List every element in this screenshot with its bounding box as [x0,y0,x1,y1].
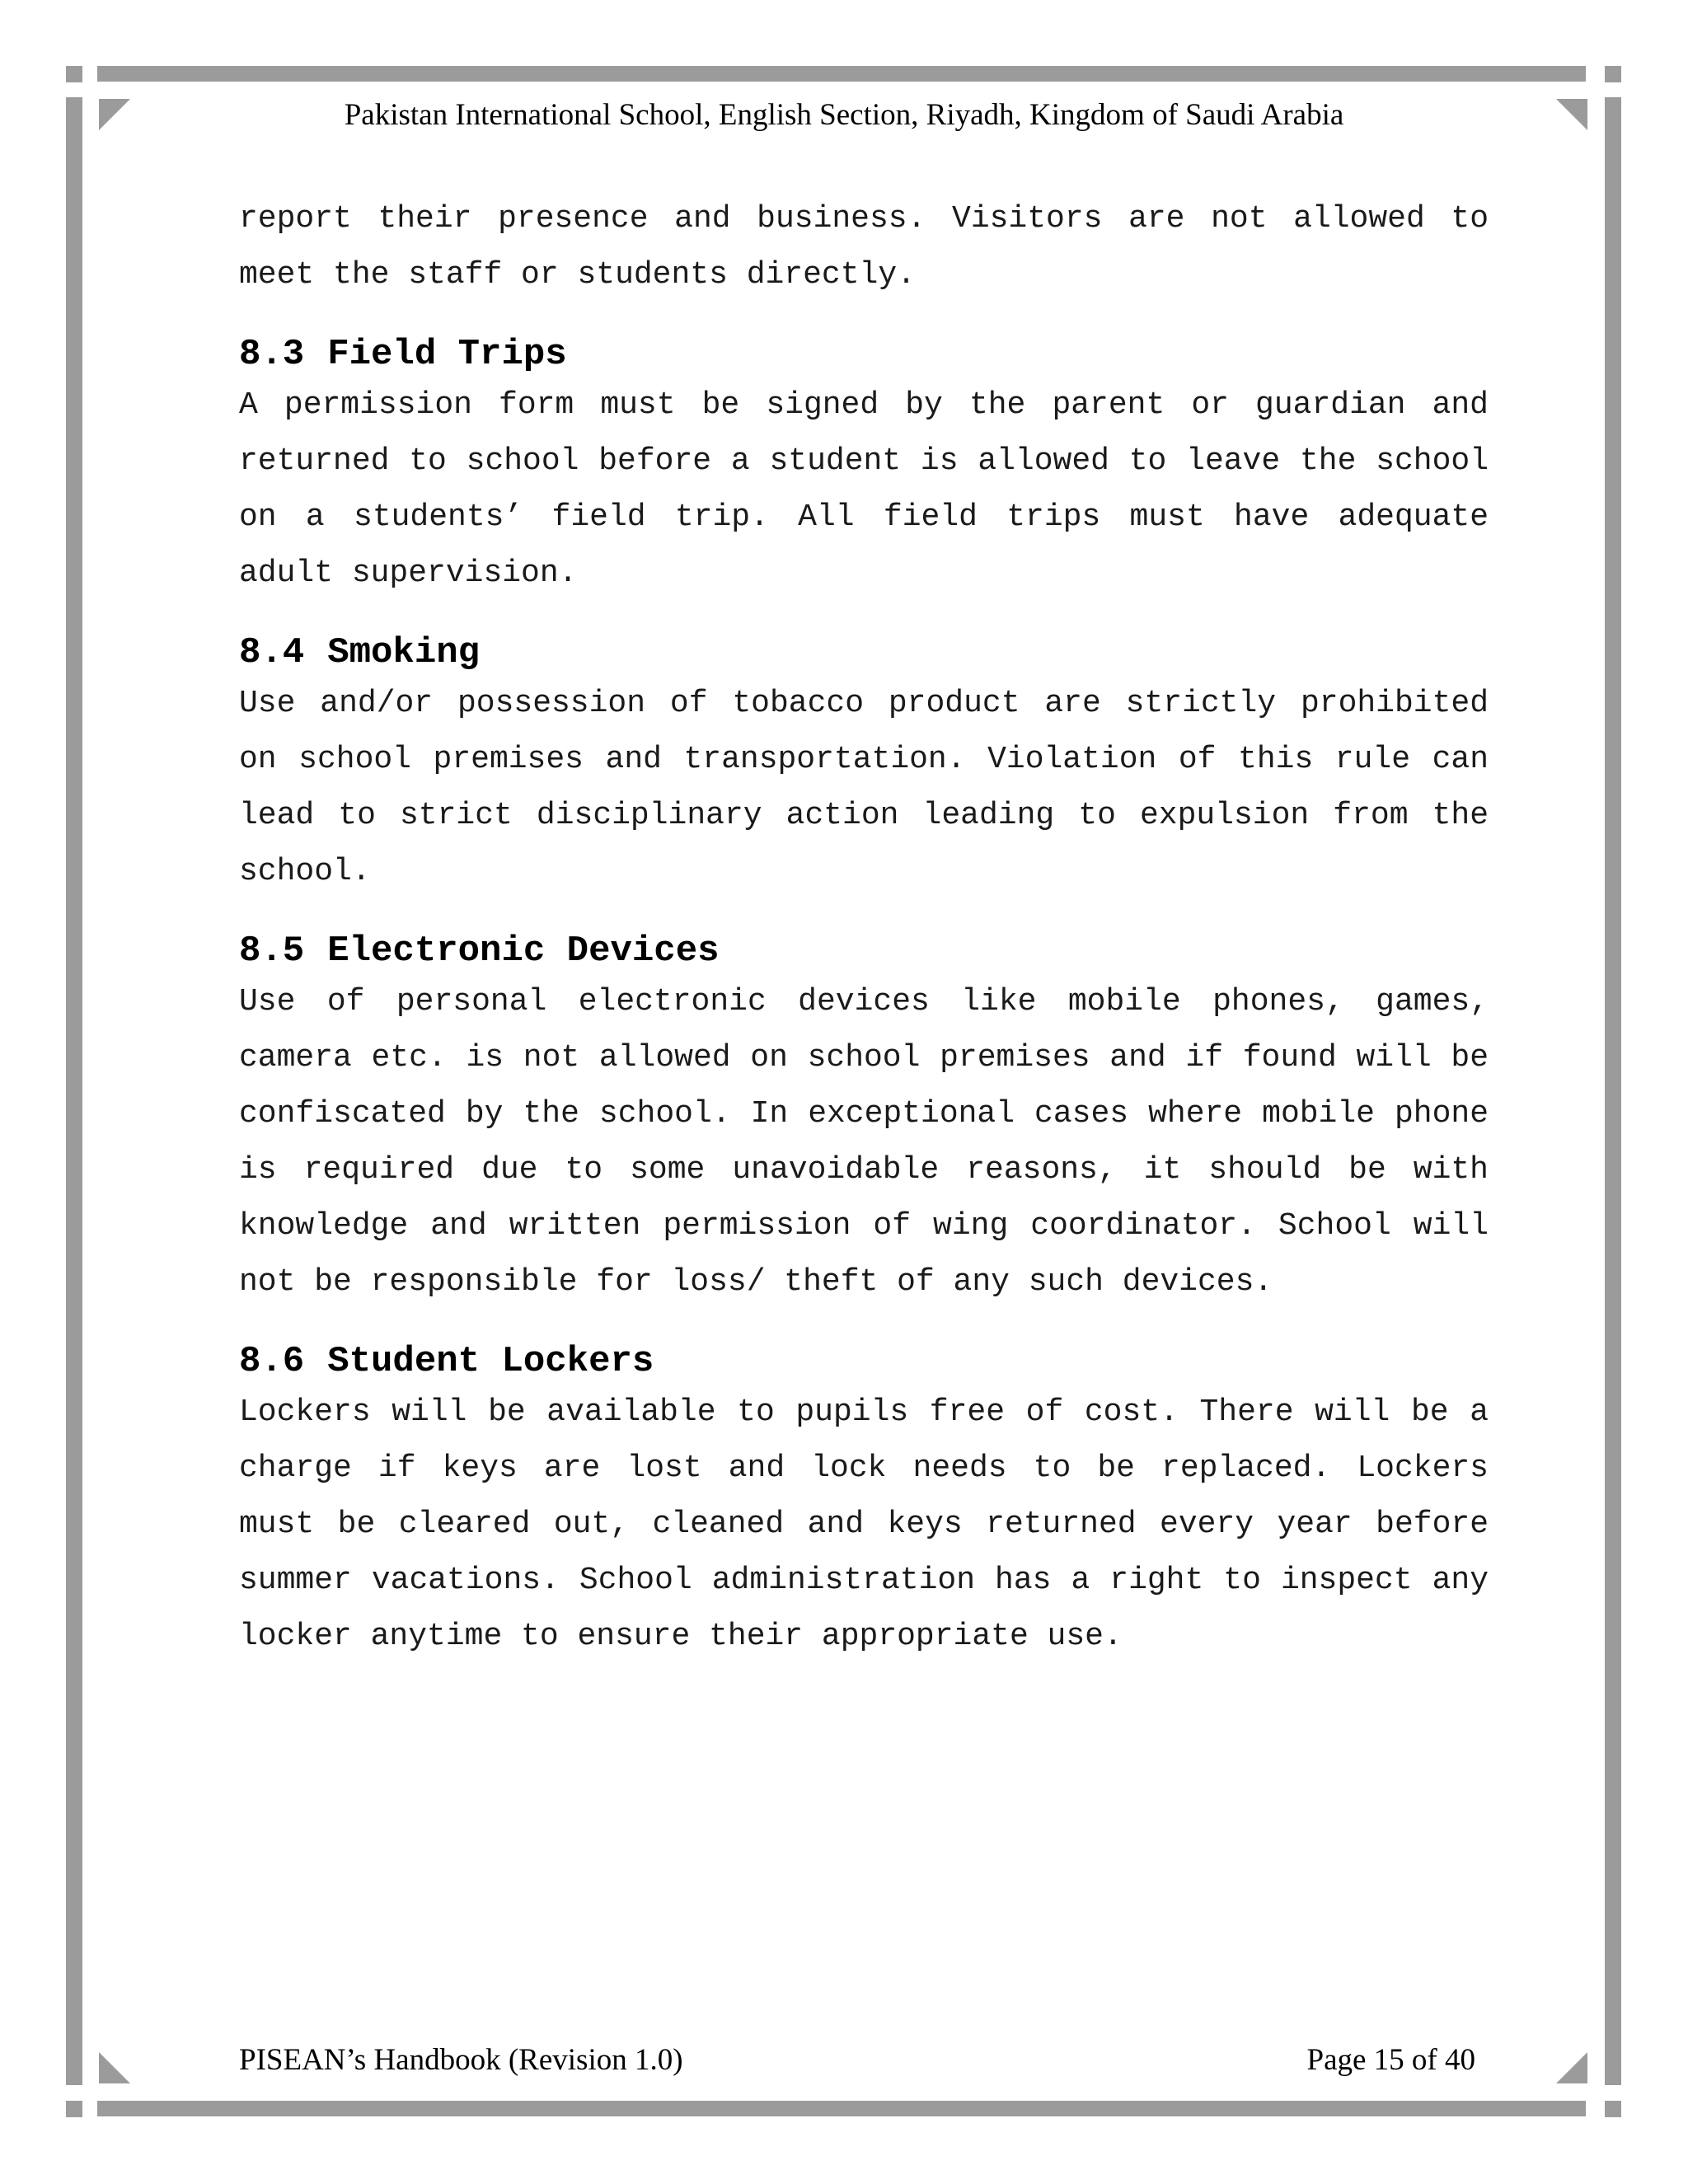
section-heading-student-lockers [239,1338,1489,1385]
intro-paragraph: report their presence and business. Visitors are not allowed to meet the staff or students directly. [239,201,1489,293]
section-number: 8.3 [239,334,305,375]
border-corner-top-left [66,66,82,82]
section-body-field-trips: A permission form must be signed by the parent or guardian and returned to school before a student is allowed to leave the school on a students’ field trip. All field trips must have adequate adult supervision. [239,387,1489,591]
section-heading-field-trips [239,331,1489,377]
border-corner-bottom-left [66,2101,82,2117]
border-corner-bottom-right [1605,2101,1621,2117]
section-heading-smoking [239,630,1489,676]
section-body-electronic-devices: Use of personal electronic devices like mobile phones, games, camera etc. is not allowed on school premises and if found will be confiscated by the school. In exceptional cases where mobile phone is required due to some unavoidable reasons, it should be with knowledge and written permission of wing coordinator. School will not be responsible for loss/ theft of any such devices. [239,984,1489,1300]
section-number: 8.6 [239,1341,305,1382]
section-number: 8.5 [239,930,305,972]
page-content [239,191,1489,1665]
section-heading-electronic-devices [239,928,1489,974]
section-title: Electronic Devices [327,930,720,972]
page-border-top [97,66,1586,82]
page-border-right [1605,97,1621,2085]
section-body-smoking: Use and/or possession of tobacco product are strictly prohibited on school premises and transportation. Violation of this rule can lead to strict disciplinary action leading to expulsion from the school. [239,686,1489,889]
page-border-left [66,97,82,2085]
footer-handbook-title: PISEAN’s Handbook (Revision 1.0) [239,2043,683,2077]
section-body-student-lockers: Lockers will be available to pupils free of cost. There will be a charge if keys are lost and lock needs to be replaced. Lockers must be cleared out, cleaned and keys returned every year before summer vacations. School administration has a right to inspect any locker anytime to ensure their appropriate use. [239,1394,1489,1654]
page-border-bottom [97,2101,1586,2116]
footer-page-number: Page 15 of 40 [1306,2043,1475,2077]
section-title: Student Lockers [327,1341,654,1382]
section-title: Field Trips [327,334,567,375]
page-header: Pakistan International School, English Section, Riyadh, Kingdom of Saudi Arabia [344,98,1344,132]
border-corner-top-right [1605,66,1621,82]
corner-triangle-bottom-right [1556,2052,1587,2083]
section-number: 8.4 [239,632,305,673]
section-title: Smoking [327,632,481,673]
corner-triangle-bottom-left [99,2052,130,2083]
